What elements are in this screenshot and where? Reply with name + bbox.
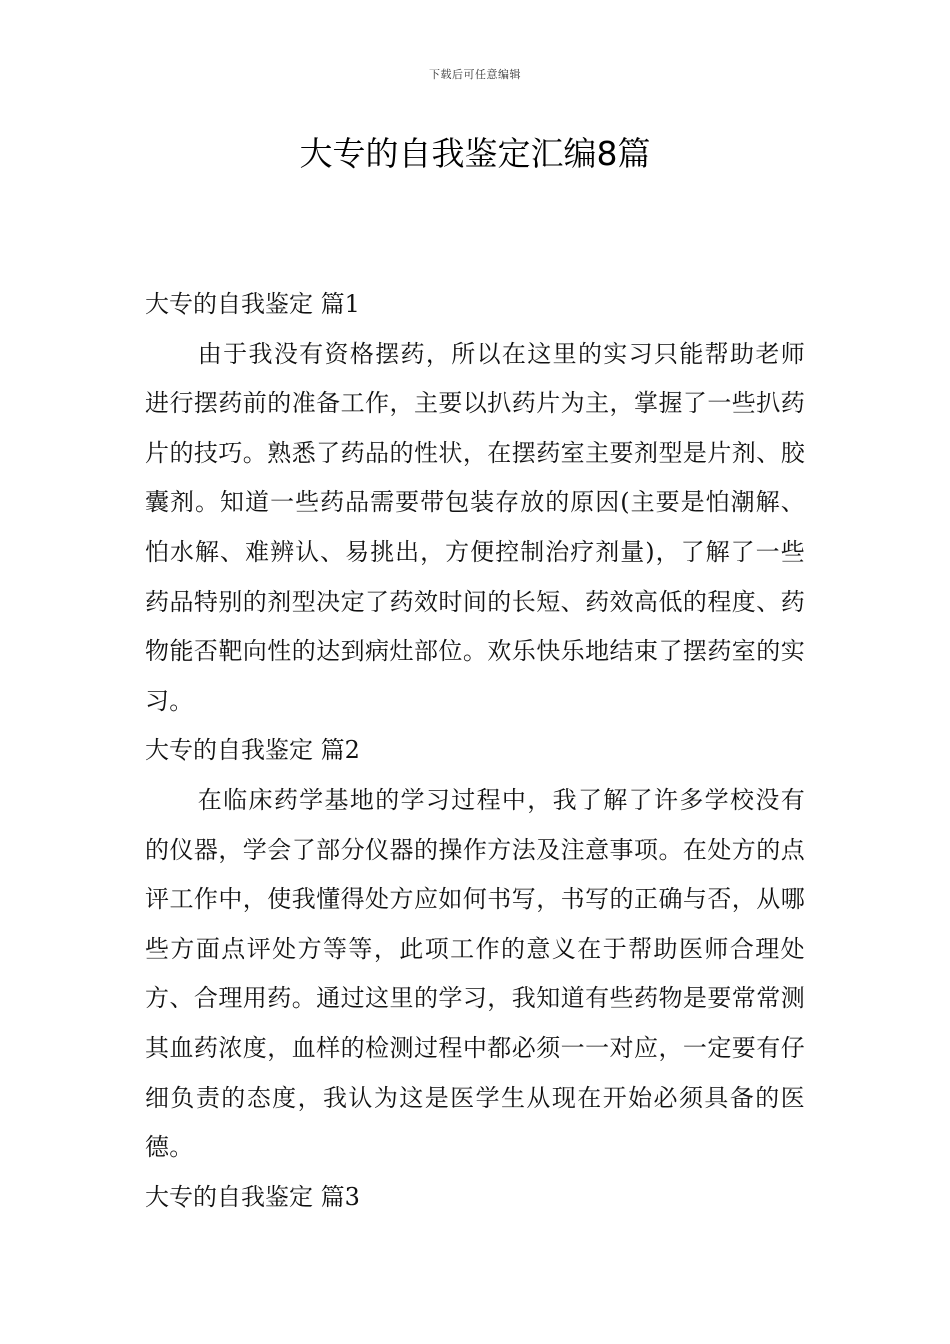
document-title: 大专的自我鉴定汇编8篇	[299, 134, 651, 173]
header-note: 下载后可任意编辑	[429, 68, 521, 81]
section-paragraph-1: 由于我没有资格摆药，所以在这里的实习只能帮助老师进行摆药前的准备工作，主要以扒药片为主，掌握了一些扒药片的技巧。熟悉了药品的性状，在摆药室主要剂型是片剂、胶囊剂。知道一些药品需要带包装存放的原因(主要是怕潮解、怕水解、难辨认、易挑出，方便控制治疗剂量)，了解了一些药品特别的剂型决定了药效时间的长短、药效高低的程度、药物能否靶向性的达到病灶部位。欢乐快乐地结束了摆药室的实习。	[145, 339, 805, 715]
section-paragraph-2: 在临床药学基地的学习过程中，我了解了许多学校没有的仪器，学会了部分仪器的操作方法及注意事项。在处方的点评工作中，使我懂得处方应如何书写，书写的正确与否，从哪些方面点评处方等等，此项工作的意义在于帮助医师合理处方、合理用药。通过这里的学习，我知道有些药物是要常常测其血药浓度，血样的检测过程中都必须一一对应，一定要有仔细负责的态度，我认为这是医学生从现在开始必须具备的医德。	[145, 785, 805, 1162]
section-heading-2: 大专的自我鉴定 篇2	[145, 736, 360, 765]
section-heading-3: 大专的自我鉴定 篇3	[145, 1182, 360, 1211]
document-body	[145, 280, 805, 1222]
section-heading-1: 大专的自我鉴定 篇1	[145, 290, 360, 318]
